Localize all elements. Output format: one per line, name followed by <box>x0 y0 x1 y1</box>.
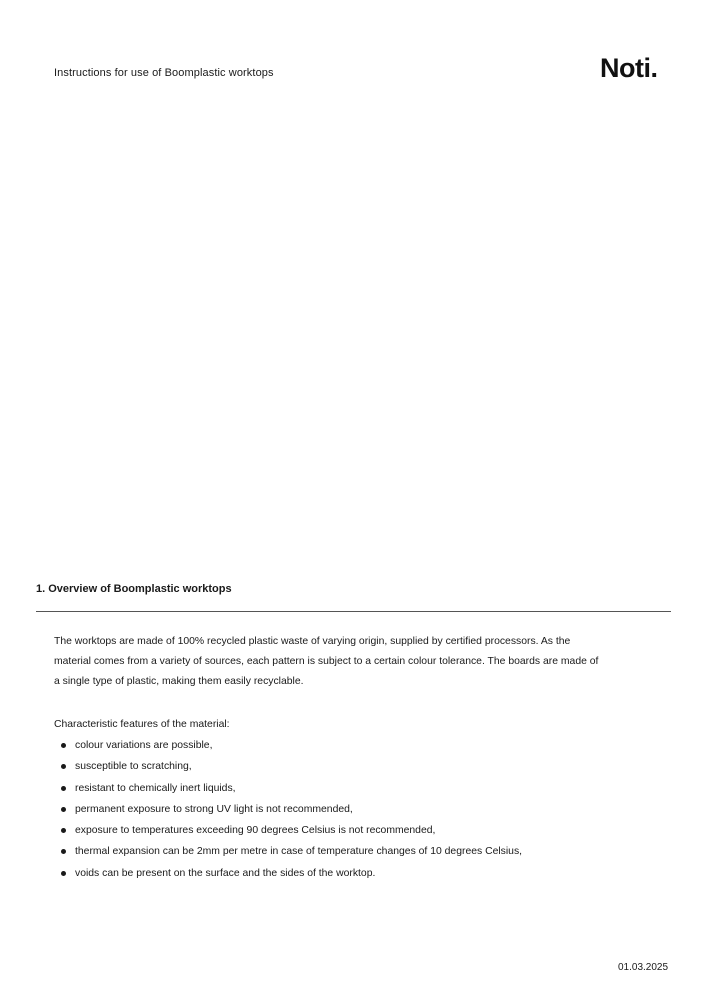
section-divider <box>36 611 671 612</box>
bullet-icon <box>61 764 66 769</box>
feature-text: permanent exposure to strong UV light is not recommended, <box>75 803 353 815</box>
intro-line: material comes from a variety of sources, each pattern is subject to a certain colour tolerance. The boards are made of <box>54 656 599 667</box>
section-heading: 1. Overview of Boomplastic worktops <box>36 583 232 595</box>
feature-text: exposure to temperatures exceeding 90 degrees Celsius is not recommended, <box>75 825 436 837</box>
feature-text: voids can be present on the surface and the sides of the worktop. <box>75 867 376 879</box>
intro-line: The worktops are made of 100% recycled plastic waste of varying origin, supplied by certified processors. As the <box>54 636 571 647</box>
feature-item <box>54 821 522 842</box>
feature-item <box>54 864 522 885</box>
feature-text: colour variations are possible, <box>75 740 213 751</box>
bullet-icon <box>61 807 66 812</box>
bullet-icon <box>61 786 66 791</box>
features-list <box>54 736 522 885</box>
intro-paragraph <box>54 632 654 692</box>
bullet-icon <box>61 828 66 833</box>
feature-text: thermal expansion can be 2mm per metre in case of temperature changes of 10 degrees Celsius, <box>75 846 523 858</box>
bullet-icon <box>61 849 66 854</box>
feature-item <box>54 736 522 757</box>
features-label: Characteristic features of the material: <box>54 719 230 730</box>
bullet-icon <box>61 743 66 748</box>
feature-item <box>54 800 522 821</box>
document-date: 01.03.2025 <box>618 962 669 973</box>
bullet-icon <box>61 871 66 876</box>
feature-item <box>54 842 522 863</box>
feature-text: susceptible to scratching, <box>75 761 192 773</box>
brand-logo: Noti. <box>600 53 658 83</box>
feature-item <box>54 779 522 800</box>
feature-text: resistant to chemically inert liquids, <box>75 782 236 794</box>
document-title: Instructions for use of Boomplastic worktops <box>54 67 274 79</box>
feature-item <box>54 757 522 778</box>
intro-line: a single type of plastic, making them easily recyclable. <box>54 676 304 687</box>
